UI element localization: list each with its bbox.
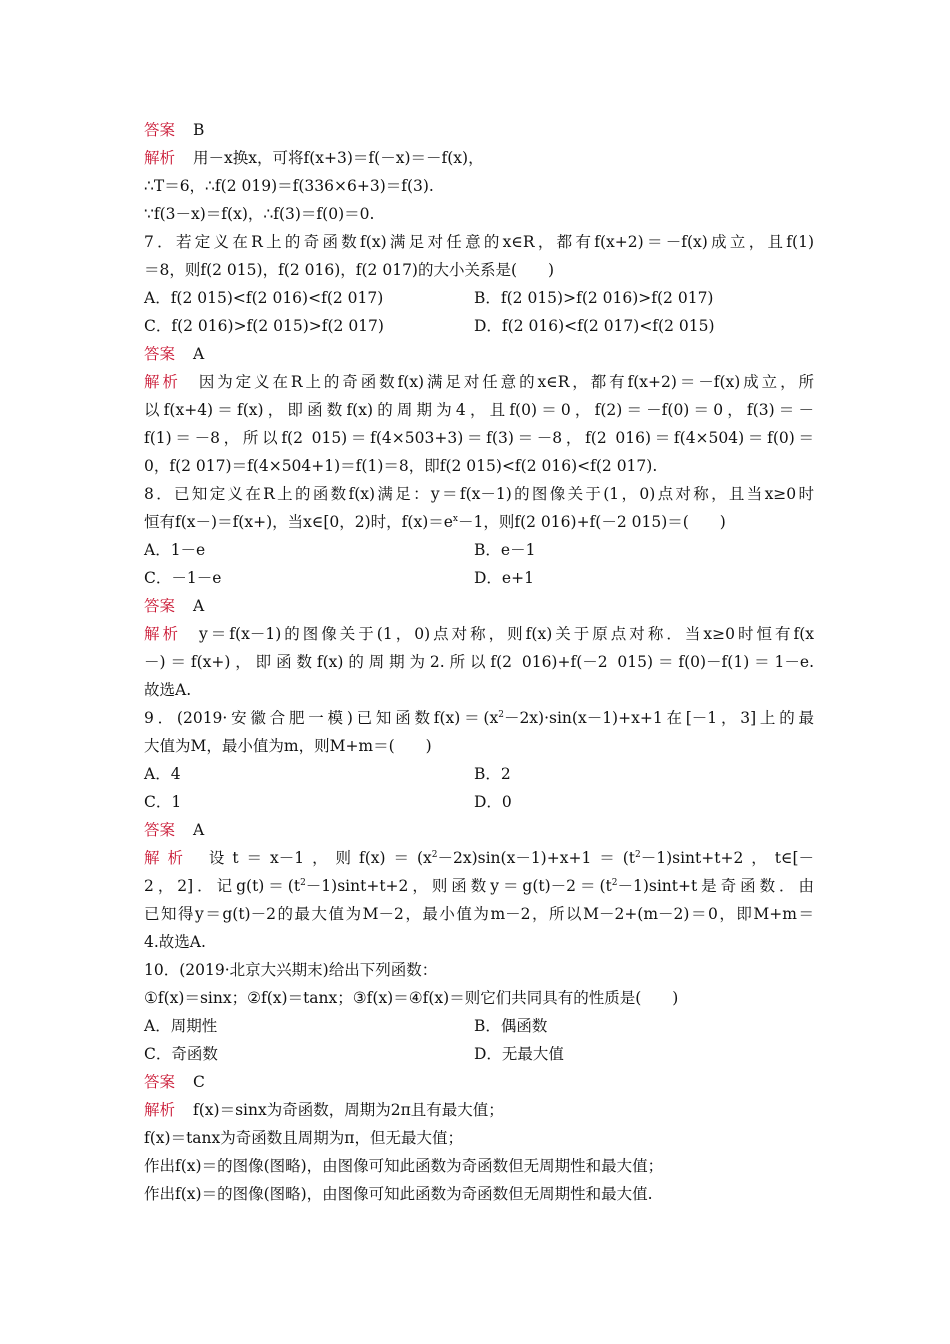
analysis-line: －)＝f(x+)，即函数f(x)的周期为2.所以f(2 016)+f(－2 015)＝f(0)－f(1)＝1－e. [144, 653, 814, 671]
answer-label: 答案 [144, 821, 176, 839]
superscript: 2 [300, 878, 306, 888]
analysis-label: 解析 [144, 1101, 176, 1119]
stem-part: －2x)·sin(x－1)+x+1在[－1，3]上的最 [503, 709, 814, 727]
answer-line [144, 1068, 814, 1096]
analysis-line: 4.故选A. [144, 933, 206, 951]
analysis-line: 已知得y＝g(t)－2的最大值为M－2，最小值为m－2，所以M－2+(m－2)＝0，即M+m＝ [144, 905, 814, 923]
options-row [144, 1040, 814, 1068]
question-stem: 10．(2019·北京大兴期末)给出下列函数： [144, 961, 438, 979]
superscript: 2 [498, 710, 504, 720]
options-row [144, 788, 814, 816]
answer-line [144, 116, 814, 144]
superscript: 2 [431, 850, 438, 860]
analysis-text: 因为定义在R上的奇函数f(x)满足对任意的x∈R，都有f(x+2)＝－f(x)成立，所 [198, 373, 814, 391]
analysis-text: f(x)＝sinx为奇函数，周期为2π且有最大值； [193, 1101, 504, 1119]
option-d: D．f(2 016)<f(2 017)<f(2 015) [474, 317, 715, 335]
options-row [144, 536, 814, 564]
option-c: C．－1－e [144, 569, 222, 587]
analysis-line [144, 368, 814, 396]
question-stem: 8．已知定义在R上的函数f(x)满足：y＝f(x－1)的图像关于(1，0)点对称，且当x≥0时 [144, 485, 814, 503]
analysis-line: 故选A. [144, 681, 192, 699]
analysis-line [144, 872, 814, 900]
answer-line [144, 816, 814, 844]
analysis-line: 作出f(x)＝的图像(图略)，由图像可知此函数为奇函数但无周期性和最大值； [144, 1157, 664, 1175]
option-c: C．奇函数 [144, 1045, 218, 1063]
options-row [144, 1012, 814, 1040]
analysis-line [144, 844, 814, 872]
superscript: x [452, 514, 458, 524]
analysis-line [144, 144, 814, 172]
analysis-line [144, 620, 814, 648]
options-row [144, 284, 814, 312]
answer-value: A [193, 597, 205, 615]
analysis-line [144, 1096, 814, 1124]
question-stem: ＝8，则f(2 015)，f(2 016)，f(2 017)的大小关系是( ) [144, 261, 555, 279]
options-row [144, 760, 814, 788]
analysis-line: 以f(x+4)＝f(x)，即函数f(x)的周期为4，且f(0)＝0，f(2)＝－f(0)＝0，f(3)＝－ [144, 401, 814, 419]
question-stem: 大值为M，最小值为m，则M+m＝( ) [144, 737, 432, 755]
stem-part: －1，则f(2 016)+f(－2 015)＝( ) [458, 513, 726, 531]
answer-label: 答案 [144, 345, 176, 363]
question-stem [144, 508, 814, 536]
page-content [144, 116, 814, 1208]
options-row [144, 312, 814, 340]
options-row [144, 564, 814, 592]
analysis-line: ∴T＝6，∴f(2 019)＝f(336×6+3)＝f(3). [144, 177, 434, 195]
option-c: C．f(2 016)>f(2 015)>f(2 017) [144, 317, 384, 335]
option-d: D．无最大值 [474, 1045, 564, 1063]
analysis-text: y＝f(x－1)的图像关于(1，0)点对称，则f(x)关于原点对称．当x≥0时恒有f(x [199, 625, 814, 643]
analysis-line: f(1)＝－8，所以f(2 015)＝f(4×503+3)＝f(3)＝－8，f(2 016)＝f(4×504)＝f(0)＝ [144, 429, 814, 447]
option-b: B．e－1 [474, 541, 536, 559]
analysis-label: 解析 [144, 849, 191, 867]
question-stem: 7．若定义在R上的奇函数f(x)满足对任意的x∈R，都有f(x+2)＝－f(x)成立，且f(1) [144, 233, 814, 251]
question-stem [144, 704, 814, 732]
option-b: B．2 [474, 765, 511, 783]
question-stem: ①f(x)＝sinx；②f(x)＝tanx；③f(x)＝④f(x)＝则它们共同具有的性质是( ) [144, 989, 679, 1007]
stem-part: 恒有f(x－)＝f(x+)，当x∈[0，2)时，f(x)＝e [144, 513, 453, 531]
option-a: A．4 [144, 765, 181, 783]
analysis-line: f(x)＝tanx为奇函数且周期为π，但无最大值； [144, 1129, 463, 1147]
option-b: B．偶函数 [474, 1017, 548, 1035]
analysis-line: 作出f(x)＝的图像(图略)，由图像可知此函数为奇函数但无周期性和最大值. [144, 1185, 653, 1203]
analysis-line: 0，f(2 017)＝f(4×504+1)＝f(1)＝8，即f(2 015)<f(2 016)<f(2 017). [144, 457, 658, 475]
analysis-part: 设t＝x－1，则f(x)＝(x [208, 849, 432, 867]
analysis-part: －1)sint+t+2，t∈[－ [640, 849, 814, 867]
analysis-part: －1)sint+t是奇函数．由 [617, 877, 814, 895]
option-a: A．周期性 [144, 1017, 218, 1035]
analysis-label: 解析 [144, 625, 182, 643]
analysis-label: 解析 [144, 149, 176, 167]
answer-label: 答案 [144, 121, 176, 139]
option-d: D．0 [474, 793, 512, 811]
option-a: A．1－e [144, 541, 206, 559]
superscript: 2 [611, 878, 618, 888]
answer-value: A [193, 821, 205, 839]
option-b: B．f(2 015)>f(2 016)>f(2 017) [474, 289, 714, 307]
answer-line [144, 340, 814, 368]
answer-value: C [193, 1073, 205, 1091]
answer-line [144, 592, 814, 620]
option-a: A．f(2 015)<f(2 016)<f(2 017) [144, 289, 384, 307]
option-d: D．e+1 [474, 569, 534, 587]
answer-label: 答案 [144, 597, 176, 615]
analysis-part: －1)sint+t+2，则函数y＝g(t)－2＝(t [305, 877, 612, 895]
analysis-part: 2，2]．记g(t)＝(t [144, 877, 301, 895]
option-c: C．1 [144, 793, 182, 811]
stem-part: 9．(2019·安徽合肥一模)已知函数f(x)＝(x [144, 709, 499, 727]
answer-value: B [193, 121, 205, 139]
answer-label: 答案 [144, 1073, 176, 1091]
analysis-line: ∵f(3－x)＝f(x)，∴f(3)＝f(0)＝0. [144, 205, 375, 223]
analysis-part: －2x)sin(x－1)+x+1＝(t [437, 849, 635, 867]
answer-value: A [193, 345, 205, 363]
analysis-text: 用－x换x，可将f(x+3)＝f(－x)＝－f(x)， [193, 149, 484, 167]
analysis-label: 解析 [144, 373, 181, 391]
superscript: 2 [635, 850, 641, 860]
